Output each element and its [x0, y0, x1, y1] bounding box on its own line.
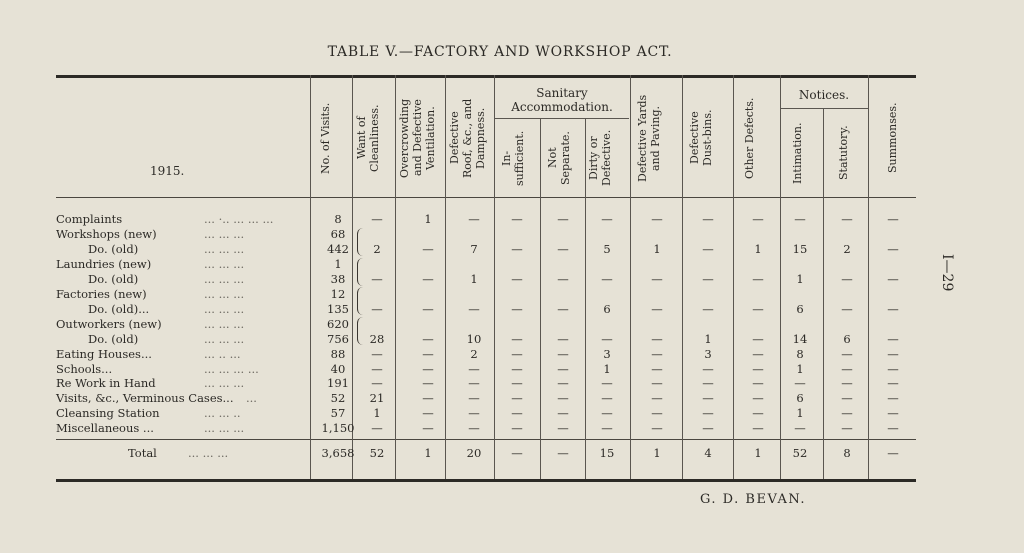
cell-intimation: 6 [796, 302, 804, 316]
table-row [0, 317, 1024, 331]
cell-insufficient: — [511, 347, 523, 361]
row-label: Laundries (new) [56, 257, 152, 271]
cell-roof: — [468, 212, 480, 226]
cell-yards: — [651, 376, 663, 390]
cell-statutory: 2 [843, 242, 851, 256]
dot-leader: ... ... ... [204, 242, 245, 256]
header-other: Other Defects. [743, 97, 756, 179]
cell-summonses: — [887, 347, 899, 361]
dot-leader: ... ... ... [204, 376, 245, 390]
cell-intimation: 52 [792, 446, 808, 460]
cell-insufficient: — [511, 332, 523, 346]
cell-not-separate: — [557, 362, 569, 376]
cell-summonses: — [887, 446, 899, 460]
cell-other: 1 [754, 242, 762, 256]
cell-other: — [752, 391, 764, 405]
cell-visits: 442 [327, 242, 349, 256]
table-row [0, 391, 1024, 405]
cell-other: — [752, 362, 764, 376]
cell-statutory: — [841, 421, 853, 435]
cell-intimation: — [794, 212, 806, 226]
brace-laundries [357, 258, 364, 286]
cell-insufficient: — [511, 362, 523, 376]
cell-roof: — [468, 391, 480, 405]
bottom-rule [56, 479, 916, 482]
cell-insufficient: — [511, 421, 523, 435]
cell-overcrowding: — [422, 421, 434, 435]
year-label: 1915. [150, 164, 185, 178]
cell-roof: — [468, 376, 480, 390]
cell-overcrowding: — [422, 332, 434, 346]
row-label: Eating Houses... [56, 347, 152, 361]
dot-leader: ... .. ... [204, 347, 241, 361]
cell-insufficient: — [511, 272, 523, 286]
table-row [0, 272, 1024, 286]
cell-cleanliness: — [371, 362, 383, 376]
cell-summonses: — [887, 302, 899, 316]
table-row [0, 362, 1024, 376]
cell-not-separate: — [557, 406, 569, 420]
cell-not-separate: — [557, 242, 569, 256]
cell-visits: 38 [330, 272, 346, 286]
cell-statutory: — [841, 302, 853, 316]
table-row [0, 212, 1024, 226]
cell-insufficient: — [511, 446, 523, 460]
cell-intimation: 15 [792, 242, 808, 256]
cell-summonses: — [887, 272, 899, 286]
cell-dustbins: — [702, 421, 714, 435]
cell-visits: 1,150 [321, 421, 355, 435]
cell-dirty: 5 [603, 242, 611, 256]
cell-cleanliness: — [371, 347, 383, 361]
header-visits: No. of Visits. [319, 102, 332, 174]
row-label: Re Work in Hand [56, 376, 156, 390]
cell-other: 1 [754, 446, 762, 460]
table-row [0, 332, 1024, 346]
cell-yards: — [651, 302, 663, 316]
table-row [0, 227, 1024, 241]
table-row [0, 376, 1024, 390]
notices-group-rule [780, 108, 868, 109]
cell-cleanliness: 2 [373, 242, 381, 256]
cell-dustbins: — [702, 302, 714, 316]
cell-roof: — [468, 421, 480, 435]
cell-not-separate: — [557, 391, 569, 405]
dot-leader: ... ... ... [204, 421, 245, 435]
dot-leader: ... ... ... ... [204, 362, 259, 376]
cell-overcrowding: — [422, 302, 434, 316]
cell-yards: 1 [653, 446, 661, 460]
cell-not-separate: — [557, 212, 569, 226]
cell-dirty: 6 [603, 302, 611, 316]
header-roof: Defective Roof, &c., and Dampness. [448, 98, 487, 178]
cell-cleanliness: — [371, 212, 383, 226]
header-notices-group: Notices. [798, 88, 850, 102]
cell-dirty: 15 [599, 446, 615, 460]
cell-intimation: 6 [796, 391, 804, 405]
cell-other: — [752, 302, 764, 316]
cell-dustbins: 4 [704, 446, 712, 460]
row-label: Cleansing Station [56, 406, 160, 420]
cell-not-separate: — [557, 332, 569, 346]
cell-intimation: 1 [796, 362, 804, 376]
header-yards: Defective Yards and Paving. [636, 94, 662, 182]
header-overcrowding: Overcrowding and Defective Ventilation. [398, 98, 437, 178]
cell-insufficient: — [511, 391, 523, 405]
cell-cleanliness: 52 [369, 446, 385, 460]
cell-other: — [752, 347, 764, 361]
cell-overcrowding: — [422, 391, 434, 405]
cell-dirty: — [601, 391, 613, 405]
cell-overcrowding: — [422, 376, 434, 390]
cell-summonses: — [887, 362, 899, 376]
cell-statutory: — [841, 347, 853, 361]
header-sanitary-group: Sanitary Accommodation. [511, 86, 613, 114]
cell-cleanliness: — [371, 302, 383, 316]
cell-not-separate: — [557, 272, 569, 286]
cell-intimation: — [794, 376, 806, 390]
cell-visits: 88 [330, 347, 346, 361]
row-label: Outworkers (new) [56, 317, 162, 331]
cell-visits: 57 [330, 406, 346, 420]
cell-cleanliness: 21 [369, 391, 385, 405]
cell-overcrowding: 1 [424, 446, 432, 460]
cell-roof: 1 [470, 272, 478, 286]
row-label: Miscellaneous ... [56, 421, 154, 435]
cell-yards: 1 [653, 242, 661, 256]
cell-yards: — [651, 332, 663, 346]
cell-visits: 191 [327, 376, 349, 390]
header-insufficient: In- sufficient. [500, 130, 526, 186]
cell-yards: — [651, 272, 663, 286]
cell-other: — [752, 376, 764, 390]
cell-summonses: — [887, 376, 899, 390]
cell-visits: 40 [330, 362, 346, 376]
cell-summonses: — [887, 332, 899, 346]
dot-leader: ... ... ... [204, 332, 245, 346]
dot-leader: ... ... .. [204, 406, 241, 420]
cell-overcrowding: 1 [424, 212, 432, 226]
cell-statutory: 6 [843, 332, 851, 346]
brace-factories [357, 287, 364, 315]
page-number: I—29 [939, 254, 955, 292]
cell-intimation: 8 [796, 347, 804, 361]
dot-leader: ... ... ... [204, 317, 245, 331]
dot-leader: ... ... ... [204, 272, 245, 286]
total-row [0, 446, 1024, 460]
cell-summonses: — [887, 421, 899, 435]
signature: G. D. BEVAN. [700, 492, 807, 507]
dot-leader: ... ·.. ... ... ... [204, 212, 274, 226]
cell-dustbins: — [702, 391, 714, 405]
table-title: TABLE V.—FACTORY AND WORKSHOP ACT. [327, 44, 673, 60]
dot-leader: ... ... ... [204, 287, 245, 301]
cell-overcrowding: — [422, 362, 434, 376]
cell-cleanliness: — [371, 421, 383, 435]
cell-roof: 10 [466, 332, 482, 346]
cell-visits: 3,658 [321, 446, 355, 460]
cell-not-separate: — [557, 347, 569, 361]
cell-visits: 135 [327, 302, 349, 316]
cell-statutory: — [841, 406, 853, 420]
cell-dirty: — [601, 421, 613, 435]
header-not-separate: Not Separate. [546, 131, 572, 185]
cell-dirty: 1 [603, 362, 611, 376]
dot-leader: ... ... ... [204, 257, 245, 271]
cell-other: — [752, 421, 764, 435]
cell-overcrowding: — [422, 347, 434, 361]
cell-not-separate: — [557, 302, 569, 316]
row-label: Workshops (new) [56, 227, 157, 241]
cell-intimation: 1 [796, 406, 804, 420]
dot-leader: ... ... ... [188, 446, 229, 460]
header-cleanliness: Want of Cleanliness. [355, 104, 381, 172]
cell-visits: 620 [327, 317, 349, 331]
cell-summonses: — [887, 212, 899, 226]
row-label: Do. (old)... [88, 302, 150, 316]
dot-leader: ... [246, 391, 257, 405]
cell-dirty: — [601, 376, 613, 390]
cell-cleanliness: — [371, 376, 383, 390]
cell-dustbins: — [702, 212, 714, 226]
cell-dustbins: — [702, 362, 714, 376]
cell-cleanliness: 28 [369, 332, 385, 346]
header-intimation: Intimation. [791, 122, 804, 184]
cell-cleanliness: 1 [373, 406, 381, 420]
cell-visits: 68 [330, 227, 346, 241]
cell-roof: — [468, 362, 480, 376]
cell-insufficient: — [511, 212, 523, 226]
cell-roof: — [468, 406, 480, 420]
cell-dustbins: — [702, 242, 714, 256]
row-label: Do. (old) [88, 272, 139, 286]
cell-insufficient: — [511, 376, 523, 390]
cell-yards: — [651, 362, 663, 376]
cell-yards: — [651, 391, 663, 405]
top-rule [56, 75, 916, 78]
table-row [0, 347, 1024, 361]
cell-visits: 756 [327, 332, 349, 346]
cell-yards: — [651, 212, 663, 226]
dot-leader: ... ... ... [204, 302, 245, 316]
row-label: Do. (old) [88, 242, 139, 256]
cell-visits: 52 [330, 391, 346, 405]
cell-dirty: — [601, 406, 613, 420]
cell-dustbins: — [702, 406, 714, 420]
cell-other: — [752, 212, 764, 226]
cell-visits: 8 [334, 212, 342, 226]
header-dustbins: Defective Dust-bins. [688, 109, 714, 167]
total-label: Total [128, 446, 157, 460]
cell-roof: 20 [466, 446, 482, 460]
row-label: Visits, &c., Verminous Cases... [56, 391, 234, 405]
brace-workshops [357, 228, 364, 256]
cell-intimation: — [794, 421, 806, 435]
cell-statutory: — [841, 376, 853, 390]
row-label: Complaints [56, 212, 123, 226]
cell-insufficient: — [511, 242, 523, 256]
cell-summonses: — [887, 406, 899, 420]
cell-dirty: — [601, 332, 613, 346]
cell-statutory: — [841, 391, 853, 405]
cell-insufficient: — [511, 302, 523, 316]
pre-total-rule [56, 439, 916, 440]
cell-intimation: 14 [792, 332, 808, 346]
row-label: Do. (old) [88, 332, 139, 346]
header-summonses: Summonses. [886, 102, 899, 174]
cell-visits: 12 [330, 287, 346, 301]
cell-statutory: — [841, 362, 853, 376]
cell-overcrowding: — [422, 272, 434, 286]
cell-statutory: 8 [843, 446, 851, 460]
header-rule [56, 197, 916, 198]
cell-dustbins: 1 [704, 332, 712, 346]
cell-summonses: — [887, 242, 899, 256]
cell-overcrowding: — [422, 242, 434, 256]
cell-intimation: 1 [796, 272, 804, 286]
cell-not-separate: — [557, 446, 569, 460]
header-dirty: Dirty or Defective. [587, 129, 613, 187]
cell-visits: 1 [334, 257, 342, 271]
cell-not-separate: — [557, 421, 569, 435]
cell-dustbins: — [702, 272, 714, 286]
brace-outworkers [357, 317, 364, 345]
cell-yards: — [651, 406, 663, 420]
cell-other: — [752, 272, 764, 286]
cell-statutory: — [841, 272, 853, 286]
table-row [0, 421, 1024, 435]
table-row [0, 257, 1024, 271]
cell-statutory: — [841, 212, 853, 226]
cell-roof: — [468, 302, 480, 316]
cell-yards: — [651, 347, 663, 361]
table-row [0, 302, 1024, 316]
cell-other: — [752, 406, 764, 420]
row-label: Schools... [56, 362, 113, 376]
cell-yards: — [651, 421, 663, 435]
sanitary-group-rule [494, 118, 629, 119]
header-statutory: Statutory. [837, 125, 850, 181]
cell-not-separate: — [557, 376, 569, 390]
cell-insufficient: — [511, 406, 523, 420]
cell-dirty: — [601, 212, 613, 226]
cell-cleanliness: — [371, 272, 383, 286]
cell-overcrowding: — [422, 406, 434, 420]
cell-summonses: — [887, 391, 899, 405]
cell-dirty: — [601, 272, 613, 286]
dot-leader: ... ... ... [204, 227, 245, 241]
row-label: Factories (new) [56, 287, 147, 301]
table-row [0, 242, 1024, 256]
cell-dustbins: 3 [704, 347, 712, 361]
cell-dirty: 3 [603, 347, 611, 361]
cell-roof: 7 [470, 242, 478, 256]
table-row [0, 406, 1024, 420]
table-row [0, 287, 1024, 301]
cell-dustbins: — [702, 376, 714, 390]
cell-roof: 2 [470, 347, 478, 361]
cell-other: — [752, 332, 764, 346]
